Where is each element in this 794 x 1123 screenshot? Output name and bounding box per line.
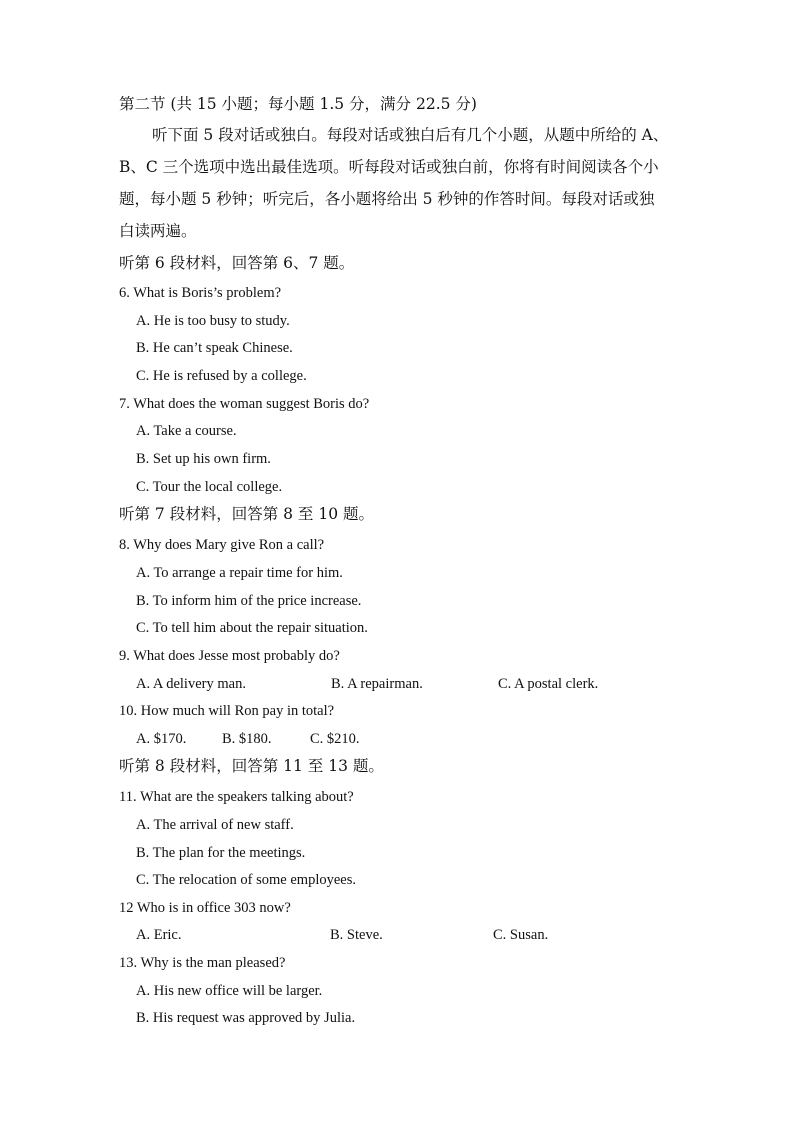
answer-option: C. A postal clerk. (498, 676, 599, 692)
question-stem: 12 Who is in office 303 now? (119, 900, 291, 916)
answer-option: A. To arrange a repair time for him. (136, 565, 343, 581)
question-stem: 11. What are the speakers talking about? (119, 789, 354, 805)
answer-option: A. Take a course. (136, 423, 237, 439)
question-stem: 6. What is Boris’s problem? (119, 285, 282, 301)
instruction-line: 白读两遍。 (119, 222, 197, 240)
answer-option: C. The relocation of some employees. (136, 872, 356, 888)
answer-option: A. The arrival of new staff. (136, 817, 294, 833)
answer-option: B. Steve. (330, 927, 383, 943)
answer-option: C. He is refused by a college. (136, 368, 307, 384)
answer-option: C. Susan. (493, 927, 549, 943)
question-stem: 7. What does the woman suggest Boris do? (119, 396, 370, 412)
answer-option: A. $170. (136, 731, 187, 747)
instruction-line: B、C 三个选项中选出最佳选项。听每段对话或独白前，你将有时间阅读各个小 (119, 158, 659, 176)
answer-option: B. Set up his own firm. (136, 451, 271, 467)
question-stem: 10. How much will Ron pay in total? (119, 703, 335, 719)
section-heading: 第二节 (共 15 小题；每小题 1.5 分，满分 22.5 分) (119, 95, 477, 113)
question-stem: 8. Why does Mary give Ron a call? (119, 537, 325, 553)
group-label: 听第 6 段材料，回答第 6、7 题。 (119, 254, 355, 272)
instruction-line: 听下面 5 段对话或独白。每段对话或独白后有几个小题，从题中所给的 A、 (152, 126, 669, 144)
answer-option: B. His request was approved by Julia. (136, 1010, 356, 1026)
answer-option: C. $210. (310, 731, 360, 747)
answer-option: A. His new office will be larger. (136, 983, 323, 999)
answer-option: B. $180. (222, 731, 272, 747)
question-stem: 9. What does Jesse most probably do? (119, 648, 340, 664)
answer-option: B. To inform him of the price increase. (136, 593, 362, 609)
instruction-line: 题，每小题 5 秒钟；听完后，各小题将给出 5 秒钟的作答时间。每段对话或独 (119, 190, 655, 208)
group-label: 听第 8 段材料，回答第 11 至 13 题。 (119, 757, 384, 775)
answer-option: B. He can’t speak Chinese. (136, 340, 293, 356)
group-label: 听第 7 段材料，回答第 8 至 10 题。 (119, 505, 375, 523)
answer-option: C. To tell him about the repair situation. (136, 620, 368, 636)
answer-option: B. The plan for the meetings. (136, 845, 306, 861)
answer-option: A. Eric. (136, 927, 182, 943)
question-stem: 13. Why is the man pleased? (119, 955, 286, 971)
answer-option: C. Tour the local college. (136, 479, 283, 495)
answer-option: A. He is too busy to study. (136, 313, 290, 329)
answer-option: A. A delivery man. (136, 676, 246, 692)
answer-option: B. A repairman. (331, 676, 423, 692)
